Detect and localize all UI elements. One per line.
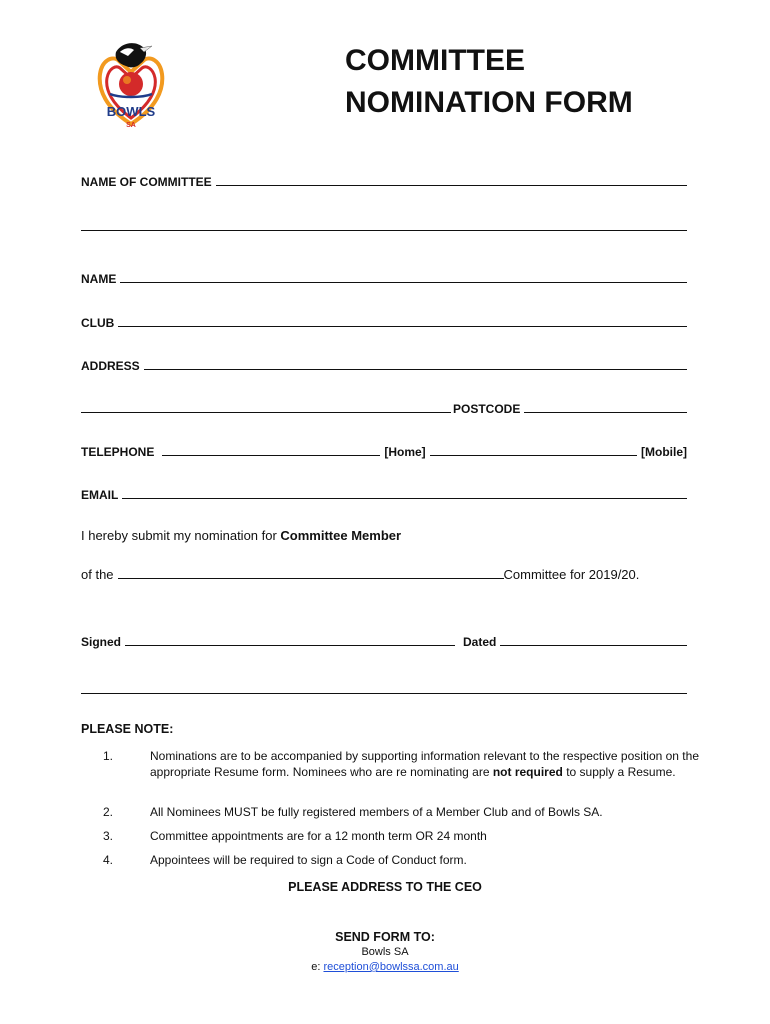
nomination-statement <box>81 528 401 543</box>
committee-name-label: NAME OF COMMITTEE <box>81 175 212 189</box>
mobile-label: [Mobile] <box>641 445 687 459</box>
address-to-ceo: PLEASE ADDRESS TO THE CEO <box>288 880 482 894</box>
email-label: EMAIL <box>81 488 119 502</box>
signature-row <box>81 631 687 649</box>
note-number: 1. <box>103 749 114 763</box>
logo-text: BOWLS <box>106 104 156 119</box>
note-text: All Nominees MUST be fully registered members of a Member Club and of Bowls SA. <box>150 805 603 819</box>
club-label: CLUB <box>81 316 115 330</box>
note-item-3 <box>81 828 721 846</box>
page-title <box>345 40 745 124</box>
statement-prefix: I hereby submit my nomination for <box>81 528 281 543</box>
dated-label: Dated <box>463 635 497 649</box>
telephone-label: TELEPHONE <box>81 445 155 459</box>
organisation-name: Bowls SA <box>361 946 409 958</box>
note-text: Nominations are to be accompanied by supporting information relevant to the respective position on the appropriate Resume form. Nominees who are re nominating are not required to supply a Resume. <box>150 749 699 779</box>
note-item-2 <box>81 804 721 822</box>
address-field[interactable] <box>144 369 687 370</box>
address-line-2-field[interactable] <box>81 412 451 413</box>
note-number: 2. <box>103 805 114 819</box>
address-label: ADDRESS <box>81 359 140 373</box>
name-field[interactable] <box>120 282 687 283</box>
note-number: 3. <box>103 829 114 843</box>
title-line-1: COMMITTEE <box>345 44 525 77</box>
of-the-row <box>81 564 687 582</box>
please-note-heading: PLEASE NOTE: <box>81 722 174 736</box>
club-field[interactable] <box>118 326 687 327</box>
postcode-field[interactable] <box>524 412 687 413</box>
title-line-2: NOMINATION FORM <box>345 86 633 119</box>
telephone-row <box>81 441 687 459</box>
committee-of-field[interactable] <box>118 578 504 579</box>
note-text: Committee appointments are for a 12 month term OR 24 month <box>150 829 487 843</box>
name-row <box>81 268 687 286</box>
note-number: 4. <box>103 853 114 867</box>
home-phone-field[interactable] <box>162 455 380 456</box>
name-label: NAME <box>81 272 117 286</box>
logo-subtext: SA <box>126 122 136 129</box>
contact-email: e: reception@bowlssa.com.au <box>311 961 459 973</box>
committee-name-field[interactable] <box>216 185 687 186</box>
home-label: [Home] <box>384 445 426 459</box>
address-postcode-row <box>81 398 687 416</box>
send-form-heading: SEND FORM TO: <box>335 930 435 944</box>
note-text: Appointees will be required to sign a Code of Conduct form. <box>150 853 467 867</box>
note-item-4 <box>81 852 721 870</box>
address-row <box>81 355 687 373</box>
committee-name-continuation-line[interactable] <box>81 230 687 231</box>
date-field[interactable] <box>500 645 687 646</box>
signature-field[interactable] <box>125 645 455 646</box>
of-the-label: of the <box>81 567 114 582</box>
email-row <box>81 484 687 502</box>
club-row <box>81 312 687 330</box>
postcode-label: POSTCODE <box>453 402 521 416</box>
section-divider <box>81 693 687 694</box>
committee-year-text: Committee for 2019/20. <box>503 567 640 582</box>
mobile-phone-field[interactable] <box>430 455 637 456</box>
email-field[interactable] <box>122 498 687 499</box>
bowls-sa-logo <box>96 38 166 132</box>
signed-label: Signed <box>81 635 122 649</box>
email-link[interactable]: reception@bowlssa.com.au <box>323 961 459 973</box>
committee-name-row <box>81 171 687 189</box>
statement-role: Committee Member <box>280 528 402 543</box>
note-item-1 <box>81 748 721 798</box>
